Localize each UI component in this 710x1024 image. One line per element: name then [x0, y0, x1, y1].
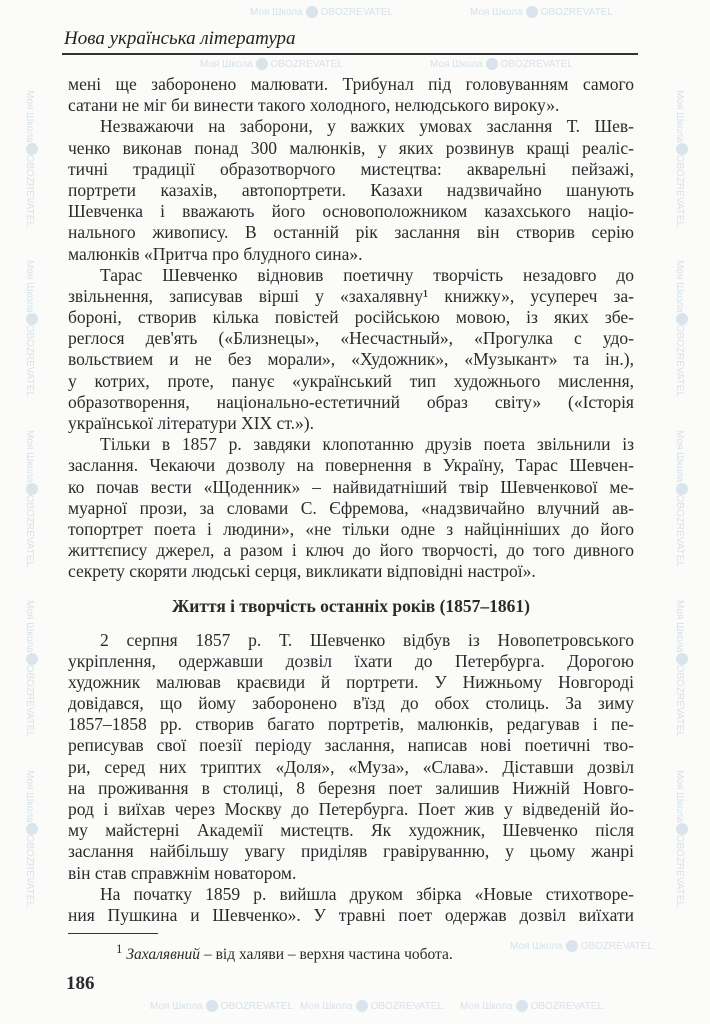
- text-line: української літератури XIX ст.»).: [68, 413, 314, 433]
- watermark-brand: Моя Школа: [300, 1001, 353, 1012]
- watermark-logo-icon: [486, 58, 498, 70]
- text-line: Тарас Шевченко відновив поетичну творчість незадовго до: [100, 264, 634, 285]
- watermark: [22, 260, 41, 397]
- running-head-title: Нова українська література: [64, 28, 296, 49]
- watermark-brand: Моя Школа: [674, 90, 685, 143]
- text-line: звільнення, записував вірші у «захалявну¹ книжку», усупереч за-: [68, 285, 634, 306]
- watermark-brand: Моя Школа: [430, 59, 483, 70]
- watermark-brand: OBOZREVATEL: [24, 324, 35, 398]
- page-number: 186: [66, 973, 95, 994]
- watermark-brand: Моя Школа: [24, 430, 35, 483]
- watermark: [510, 940, 653, 954]
- footnote-rule: [68, 933, 158, 934]
- watermark-brand: Моя Школа: [200, 59, 253, 70]
- paragraph: [68, 884, 634, 926]
- text-line: він став справжнім новатором.: [68, 862, 297, 883]
- text-line: художник малював краєвиди й портрети. У Нижньому Новгороді: [68, 671, 634, 692]
- text-line: ния Пушкина и Шевченко». У травні поет одержав дозвіл виїхати: [68, 904, 634, 925]
- watermark-brand: Моя Школа: [24, 90, 35, 143]
- page-body: [68, 74, 634, 926]
- watermark-logo-icon: [526, 6, 538, 18]
- watermark-brand: Моя Школа: [24, 770, 35, 823]
- text-line: реписував свої поезії періоду заслання, написав нові поетичні тво-: [68, 735, 634, 756]
- watermark: [22, 90, 41, 227]
- watermark: [22, 600, 41, 737]
- text-line: на проживання в столиці, 8 березня поет залишив Нижній Новго-: [68, 777, 634, 798]
- footnote-term: Захалявний: [126, 946, 201, 964]
- watermark: [22, 770, 41, 907]
- watermark-brand: OBOZREVATEL: [674, 324, 685, 398]
- watermark-logo-icon: [356, 1000, 368, 1012]
- watermark-brand: OBOZREVATEL: [24, 154, 35, 228]
- watermark: [150, 1000, 293, 1014]
- watermark: [430, 58, 573, 72]
- watermark-brand: OBOZREVATEL: [674, 154, 685, 228]
- paragraph: [68, 265, 634, 435]
- watermark-logo-icon: [26, 653, 38, 665]
- watermark-brand: OBOZREVATEL: [500, 59, 574, 70]
- watermark-brand: OBOZREVATEL: [530, 1001, 604, 1012]
- section-heading: Життя і творчість останніх років (1857–1861): [171, 595, 530, 616]
- text-line: бороні, створив кілька повістей російською мовою, із яких збе-: [68, 307, 634, 328]
- header-rule: [62, 53, 638, 55]
- watermark-brand: OBOZREVATEL: [580, 941, 654, 952]
- watermark-brand: Моя Школа: [24, 600, 35, 653]
- watermark-brand: OBOZREVATEL: [24, 664, 35, 738]
- watermark: [672, 770, 691, 907]
- watermark-brand: Моя Школа: [24, 260, 35, 313]
- text-line: 2 серпня 1857 р. Т. Шевченко відбув із Новопетровського: [100, 629, 634, 650]
- watermark: [672, 600, 691, 737]
- paragraph: [68, 630, 634, 884]
- watermark-brand: Моя Школа: [150, 1001, 203, 1012]
- watermark: [672, 430, 691, 567]
- text-line: секрету скоряти людські серця, викликати відповідні настрої».: [68, 561, 536, 582]
- watermark-logo-icon: [676, 653, 688, 665]
- text-line: тичні традиції образотворчого мистецтва: акварельні пейзажі,: [68, 158, 634, 179]
- text-line: нального живопису. В останній рік заслання він створив серію: [68, 222, 634, 243]
- watermark: [672, 90, 691, 227]
- paragraph: [68, 434, 634, 582]
- watermark-brand: OBOZREVATEL: [24, 494, 35, 568]
- text-line: топортрет поета і людини», «не тільки одне з найцінніших до його: [68, 518, 634, 539]
- watermark-brand: Моя Школа: [510, 941, 563, 952]
- text-line: мені ще заборонено малювати. Трибунал під головуванням самого: [68, 74, 634, 94]
- text-line: Тільки в 1857 р. завдяки клопотанню друзів поета звільнили із: [100, 434, 634, 455]
- watermark: [460, 1000, 603, 1014]
- text-line: ченко виконав понад 300 малюнків, у яких розвинув кращі реаліс-: [68, 137, 634, 158]
- text-line: довідався, що йому заборонено в'їзд до обох столиць. За зиму: [68, 693, 634, 714]
- text-line: Шевченка і вважають його основоположником казахського націо-: [68, 201, 634, 222]
- text-line: ри, серед них триптих «Доля», «Муза», «Слава». Діставши дозвіл: [68, 756, 634, 777]
- watermark-brand: OBOZREVATEL: [674, 494, 685, 568]
- watermark-brand: Моя Школа: [674, 260, 685, 313]
- text-line: вольствием и не без морали», «Художник», «Музыкант» та ін.),: [68, 349, 634, 370]
- text-line: Незважаючи на заборони, у важких умовах заслання Т. Шев-: [100, 116, 634, 137]
- watermark-logo-icon: [306, 6, 318, 18]
- watermark-brand: OBOZREVATEL: [24, 834, 35, 908]
- text-line: образотворення, національно-естетичний образ світу» («Історія: [68, 391, 634, 412]
- watermark: [300, 1000, 443, 1014]
- watermark: [250, 6, 393, 20]
- watermark-brand: Моя Школа: [460, 1001, 513, 1012]
- watermark-brand: OBOZREVATEL: [540, 7, 614, 18]
- text-line: у котрих, проте, панує «український тип художнього мислення,: [68, 370, 634, 391]
- text-line: малюнків «Притча про блудного сина».: [68, 243, 363, 264]
- watermark-brand: Моя Школа: [674, 600, 685, 653]
- text-line: На початку 1859 р. вийшла друком збірка «Новые стихотворе-: [100, 883, 634, 904]
- watermark-brand: Моя Школа: [674, 770, 685, 823]
- text-line: життєпису джерел, а разом і ключ до його творчості, до того дивного: [68, 540, 634, 561]
- paragraph: [68, 74, 634, 116]
- text-line: реглося дев'ять («Близнецы», «Несчастный», «Прогулка с удо-: [68, 328, 634, 349]
- watermark-brand: OBOZREVATEL: [220, 1001, 294, 1012]
- watermark-logo-icon: [566, 940, 578, 952]
- watermark: [672, 260, 691, 397]
- watermark-logo-icon: [26, 313, 38, 325]
- watermark-logo-icon: [26, 143, 38, 155]
- watermark-brand: OBOZREVATEL: [370, 1001, 444, 1012]
- text-line: муарної прози, за словами С. Єфремова, «надзвичайно влучний ав-: [68, 497, 634, 518]
- watermark-brand: OBOZREVATEL: [270, 59, 344, 70]
- watermark: [470, 6, 613, 20]
- footnote: [116, 940, 453, 964]
- watermark-logo-icon: [676, 483, 688, 495]
- text-line: 1857–1858 рр. створив багато портретів, малюнків, редагував і пе-: [68, 714, 634, 735]
- text-line: заслання найбільшу увагу приділяв гравіруванню, у цьому жанрі: [68, 841, 634, 862]
- watermark: [200, 58, 343, 72]
- paragraph: [68, 116, 634, 264]
- watermark-logo-icon: [206, 1000, 218, 1012]
- text-line: ко почав вести «Щоденник» – найвидатніший твір Шевченкової ме-: [68, 476, 634, 497]
- watermark-logo-icon: [26, 483, 38, 495]
- watermark-brand: OBOZREVATEL: [320, 7, 394, 18]
- watermark-logo-icon: [676, 143, 688, 155]
- footnote-text: – від халяви – верхня частина чобота.: [200, 946, 453, 964]
- watermark-brand: Моя Школа: [470, 7, 523, 18]
- text-line: му майстерні Академії мистецтв. Як художник, Шевченко після: [68, 820, 634, 841]
- text-line: заслання. Чекаючи дозволу на повернення в Україну, Тарас Шевчен-: [68, 455, 634, 476]
- footnote-mark: 1: [116, 941, 123, 956]
- watermark-brand: OBOZREVATEL: [674, 664, 685, 738]
- text-line: сатани не міг би винести такого холодного, нелюдського вироку».: [68, 95, 560, 116]
- text-line: укріплення, одержавши дозвіл їхати до Петербурга. Дорогою: [68, 650, 634, 671]
- watermark-logo-icon: [26, 823, 38, 835]
- watermark-logo-icon: [676, 823, 688, 835]
- text-line: портрети казахів, автопортрети. Казахи надзвичайно шанують: [68, 179, 634, 200]
- watermark-brand: Моя Школа: [674, 430, 685, 483]
- text-line: род і виїхав через Москву до Петербурга. Поет жив у відведеній йо-: [68, 799, 634, 819]
- watermark-brand: Моя Школа: [250, 7, 303, 18]
- watermark: [22, 430, 41, 567]
- watermark-logo-icon: [676, 313, 688, 325]
- watermark-brand: OBOZREVATEL: [674, 834, 685, 908]
- watermark-logo-icon: [256, 58, 268, 70]
- watermark-logo-icon: [516, 1000, 528, 1012]
